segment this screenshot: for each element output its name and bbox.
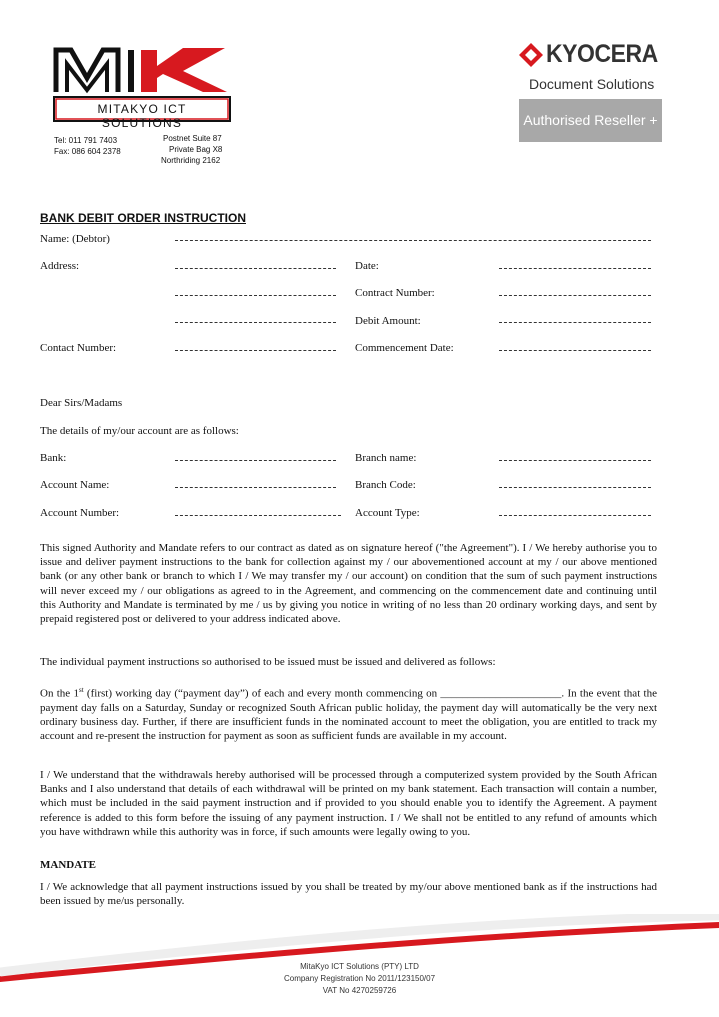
- account-type-label: Account Type:: [355, 507, 420, 519]
- commencement-date-field[interactable]: [499, 350, 651, 351]
- payment-day-sup: st: [78, 686, 84, 694]
- payment-day-post: (first) working day (“payment day”) of each and every month commencing on ______________________. In the event that the payment day falls on a Saturday, Sunday or recognized South African public holiday, the payment day will automatically be the very next ordinary business day. Further, if there are insufficient funds in the nominated account to meet the obligation, you are entitled to track my account and re-present the instruction for payment as soon as sufficient funds are available in my account.: [40, 687, 657, 743]
- footer-company: MitaKyo ICT Solutions (PTY) LTD: [300, 962, 419, 971]
- date-label: Date:: [355, 260, 379, 272]
- account-name-label: Account Name:: [40, 479, 110, 491]
- address-line-3: Northriding 2162: [161, 156, 221, 165]
- account-number-label: Account Number:: [40, 507, 120, 519]
- account-number-field[interactable]: [175, 515, 341, 516]
- contract-number-label: Contract Number:: [355, 287, 435, 299]
- payment-day-pre: On the 1: [40, 687, 79, 700]
- account-name-field[interactable]: [175, 487, 336, 488]
- debtor-name-field[interactable]: [175, 240, 651, 241]
- company-tel: Tel: 011 791 7403: [54, 136, 118, 145]
- salutation: Dear Sirs/Madams: [40, 397, 123, 409]
- kyocera-mark-icon: [518, 42, 544, 68]
- branch-name-field[interactable]: [499, 460, 651, 461]
- payment-day-paragraph: [40, 683, 657, 743]
- kyocera-wordmark: KYOCERA: [546, 40, 658, 68]
- withdrawals-paragraph: I / We understand that the withdrawals hereby authorised will be processed through a computerized system provided by the South African Banks and I also understand that details of each withdrawal will be printed on my bank statement. Each transaction will contain a number, which must be included in the said payment instruction and if provided to you should enable you to identify the Agreement. A payment reference is added to this form before the issuing of any payment instruction. I / We shall not be entitled to any refund of amounts which you have withdrawn while this authority was in force, if such amounts were legally owing to you.: [40, 769, 657, 838]
- bank-field[interactable]: [175, 460, 336, 461]
- authority-paragraph: This signed Authority and Mandate refers to our contract as dated as on signature hereof ("the Agreement"). I / We hereby authorise you to issue and deliver payment instructions to the bank for collection against my / our abovementioned account at my / our above mentioned bank (or any other bank or branch to which I / We may transfer my / our account) on condition that the sum of such payment instructions will never exceed my / our obligations as agreed to in the Agreement, and commencing on the commencement date and continuing until this Authority and Mandate is terminated by me / us by giving you notice in writing of no less than 20 ordinary working days, and sent by prepaid registered post or delivered to your address indicated above.: [40, 542, 657, 626]
- debit-amount-label: Debit Amount:: [355, 315, 421, 327]
- commencement-date-label: Commencement Date:: [355, 342, 454, 354]
- kyocera-logo: [518, 40, 668, 70]
- contact-number-field[interactable]: [175, 350, 336, 351]
- company-logo: [53, 44, 231, 130]
- date-field[interactable]: [499, 268, 651, 269]
- address-field-3[interactable]: [175, 322, 336, 323]
- kyocera-subtitle: Document Solutions: [529, 76, 655, 92]
- address-field-1[interactable]: [175, 268, 336, 269]
- branch-code-field[interactable]: [499, 487, 651, 488]
- debtor-name-label: Name: (Debtor): [40, 233, 110, 245]
- footer-registration: Company Registration No 2011/123150/07: [283, 974, 436, 983]
- mandate-heading: MANDATE: [40, 859, 97, 871]
- address-label: Address:: [40, 260, 80, 272]
- branch-name-label: Branch name:: [355, 452, 417, 464]
- account-details-intro: The details of my/our account are as follows:: [40, 425, 239, 437]
- contract-number-field[interactable]: [499, 295, 651, 296]
- mandate-paragraph: I / We acknowledge that all payment instructions issued by you shall be treated by my/our above mentioned bank as if the instructions had been issued by me/us personally.: [40, 881, 657, 908]
- branch-code-label: Branch Code:: [355, 479, 416, 491]
- reseller-badge: Authorised Reseller +: [519, 99, 662, 142]
- address-line-2: Private Bag X8: [169, 145, 223, 154]
- logo-name: MITAKYO ICT SOLUTIONS: [97, 102, 187, 130]
- footer-vat: VAT No 4270259726: [322, 986, 397, 995]
- form-title: BANK DEBIT ORDER INSTRUCTION: [40, 211, 246, 225]
- bank-label: Bank:: [40, 452, 67, 464]
- debit-amount-field[interactable]: [499, 322, 651, 323]
- company-fax: Fax: 086 604 2378: [54, 147, 121, 156]
- address-line-1: Postnet Suite 87: [163, 134, 222, 143]
- account-type-field[interactable]: [499, 515, 651, 516]
- instructions-intro: The individual payment instructions so authorised to be issued must be issued and delivered as follows:: [40, 656, 496, 668]
- contact-number-label: Contact Number:: [40, 342, 117, 354]
- address-field-2[interactable]: [175, 295, 336, 296]
